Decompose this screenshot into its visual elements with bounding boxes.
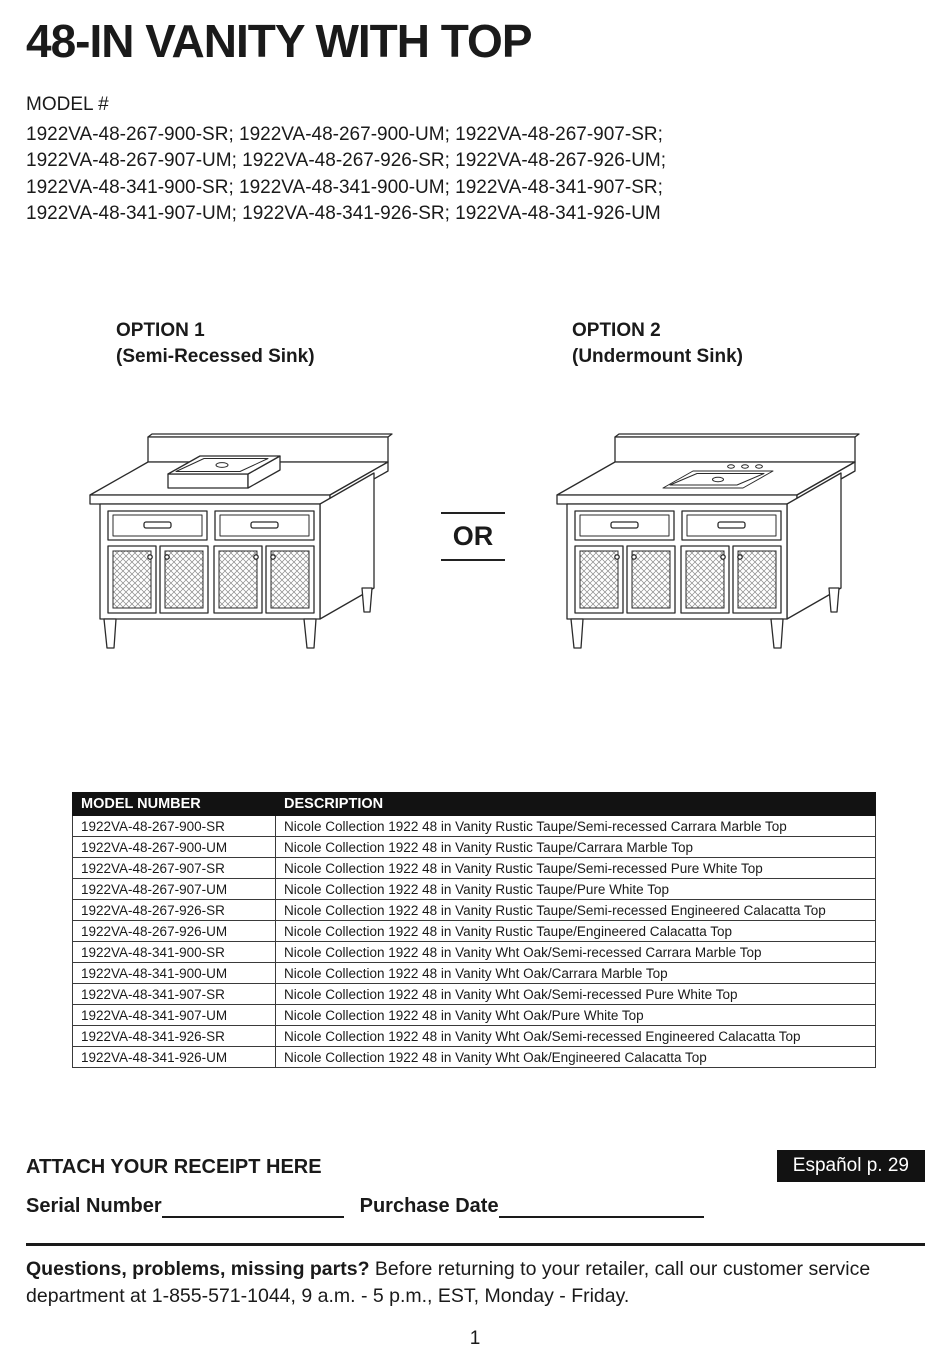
option2-title: OPTION 2 (572, 320, 661, 341)
separator-line-bottom (441, 559, 505, 561)
model-number-cell: 1922VA-48-267-900-SR (73, 816, 276, 837)
receipt-row (26, 1150, 925, 1182)
serial-number-label: Serial Number (26, 1195, 162, 1217)
drawer-handle (251, 522, 278, 528)
table-row (73, 816, 876, 837)
customer-service-note (26, 1256, 925, 1310)
model-number-block (26, 92, 666, 228)
description-cell: Nicole Collection 1922 48 in Vanity Rustic Taupe/Semi-recessed Pure White Top (276, 858, 876, 879)
description-cell: Nicole Collection 1922 48 in Vanity Wht Oak/Engineered Calacatta Top (276, 1047, 876, 1068)
model-number-line: 1922VA-48-267-907-UM; 1922VA-48-267-926-SR; 1922VA-48-267-926-UM; (26, 150, 667, 171)
description-header: DESCRIPTION (276, 793, 876, 816)
option1-subtitle: (Semi-Recessed Sink) (116, 346, 315, 367)
option1-title: OPTION 1 (116, 320, 205, 341)
table-row (73, 900, 876, 921)
questions-text: Before returning to your retailer, call our customer service department at 1-855-571-1044, 9 a.m. - 5 p.m., EST, Monday - Friday. (26, 1258, 871, 1307)
table-header-row (73, 793, 876, 816)
vanity-semi-recessed-illustration (78, 400, 408, 668)
drawer-handle (144, 522, 171, 528)
description-cell: Nicole Collection 1922 48 in Vanity Wht Oak/Carrara Marble Top (276, 963, 876, 984)
description-cell: Nicole Collection 1922 48 in Vanity Rustic Taupe/Pure White Top (276, 879, 876, 900)
option1-label (116, 318, 315, 370)
page-number: 1 (469, 1328, 481, 1349)
model-number-header: MODEL NUMBER (73, 793, 276, 816)
table-row (73, 963, 876, 984)
model-number-cell: 1922VA-48-341-907-UM (73, 1005, 276, 1026)
door-knob (632, 555, 636, 559)
description-cell: Nicole Collection 1922 48 in Vanity Wht Oak/Semi-recessed Engineered Calacatta Top (276, 1026, 876, 1047)
description-cell: Nicole Collection 1922 48 in Vanity Rustic Taupe/Carrara Marble Top (276, 837, 876, 858)
description-cell: Nicole Collection 1922 48 in Vanity Rustic Taupe/Engineered Calacatta Top (276, 921, 876, 942)
model-number-cell: 1922VA-48-267-900-UM (73, 837, 276, 858)
purchase-date-label: Purchase Date (359, 1195, 499, 1217)
option2-label (572, 318, 743, 370)
table-row (73, 1047, 876, 1068)
espanol-badge: Español p. 29 (777, 1150, 925, 1182)
table-row (73, 1026, 876, 1047)
model-table-section (72, 792, 876, 1068)
or-text: OR (452, 521, 494, 551)
table-row (73, 1005, 876, 1026)
model-number-cell: 1922VA-48-267-907-SR (73, 858, 276, 879)
model-table (72, 792, 876, 1068)
serial-number-blank (162, 1196, 344, 1218)
door-knob (254, 555, 258, 559)
model-number-cell: 1922VA-48-267-926-SR (73, 900, 276, 921)
model-number-cell: 1922VA-48-341-926-UM (73, 1047, 276, 1068)
questions-lead: Questions, problems, missing parts? (26, 1258, 370, 1280)
vanity-undermount-illustration (545, 400, 875, 668)
model-table-body (73, 816, 876, 1068)
option2-subtitle: (Undermount Sink) (572, 346, 743, 367)
table-row (73, 837, 876, 858)
table-row (73, 879, 876, 900)
model-number-cell: 1922VA-48-341-900-UM (73, 963, 276, 984)
model-number-line: 1922VA-48-341-907-UM; 1922VA-48-341-926-SR; 1922VA-48-341-926-UM (26, 203, 661, 224)
purchase-date-blank (499, 1196, 704, 1218)
door-knob (738, 555, 742, 559)
separator-line-top (441, 512, 505, 514)
door-knob (148, 555, 152, 559)
door-knob (721, 555, 725, 559)
door-knob (165, 555, 169, 559)
description-cell: Nicole Collection 1922 48 in Vanity Rustic Taupe/Semi-recessed Engineered Calacatta Top (276, 900, 876, 921)
description-cell: Nicole Collection 1922 48 in Vanity Wht Oak/Semi-recessed Pure White Top (276, 984, 876, 1005)
drawer-handle (611, 522, 638, 528)
serial-purchase-row (26, 1195, 704, 1218)
model-number-cell: 1922VA-48-267-926-UM (73, 921, 276, 942)
attach-receipt-label: ATTACH YOUR RECEIPT HERE (26, 1156, 322, 1178)
door-knob (615, 555, 619, 559)
description-cell: Nicole Collection 1922 48 in Vanity Wht Oak/Pure White Top (276, 1005, 876, 1026)
page-title: 48-IN VANITY WITH TOP (26, 15, 532, 67)
door-knob (271, 555, 275, 559)
description-cell: Nicole Collection 1922 48 in Vanity Rustic Taupe/Semi-recessed Carrara Marble Top (276, 816, 876, 837)
model-number-cell: 1922VA-48-341-926-SR (73, 1026, 276, 1047)
model-number-cell: 1922VA-48-341-900-SR (73, 942, 276, 963)
model-number-line: 1922VA-48-341-900-SR; 1922VA-48-341-900-UM; 1922VA-48-341-907-SR; (26, 176, 663, 198)
or-separator (441, 512, 505, 561)
drawer-handle (718, 522, 745, 528)
model-number-line: 1922VA-48-267-900-SR; 1922VA-48-267-900-UM; 1922VA-48-267-907-SR; (26, 123, 663, 145)
table-row (73, 921, 876, 942)
model-number-cell: 1922VA-48-267-907-UM (73, 879, 276, 900)
table-row (73, 858, 876, 879)
table-row (73, 942, 876, 963)
footer-divider (26, 1243, 925, 1246)
model-number-label: MODEL # (26, 94, 109, 115)
model-number-cell: 1922VA-48-341-907-SR (73, 984, 276, 1005)
table-row (73, 984, 876, 1005)
description-cell: Nicole Collection 1922 48 in Vanity Wht Oak/Semi-recessed Carrara Marble Top (276, 942, 876, 963)
backsplash (615, 434, 859, 462)
